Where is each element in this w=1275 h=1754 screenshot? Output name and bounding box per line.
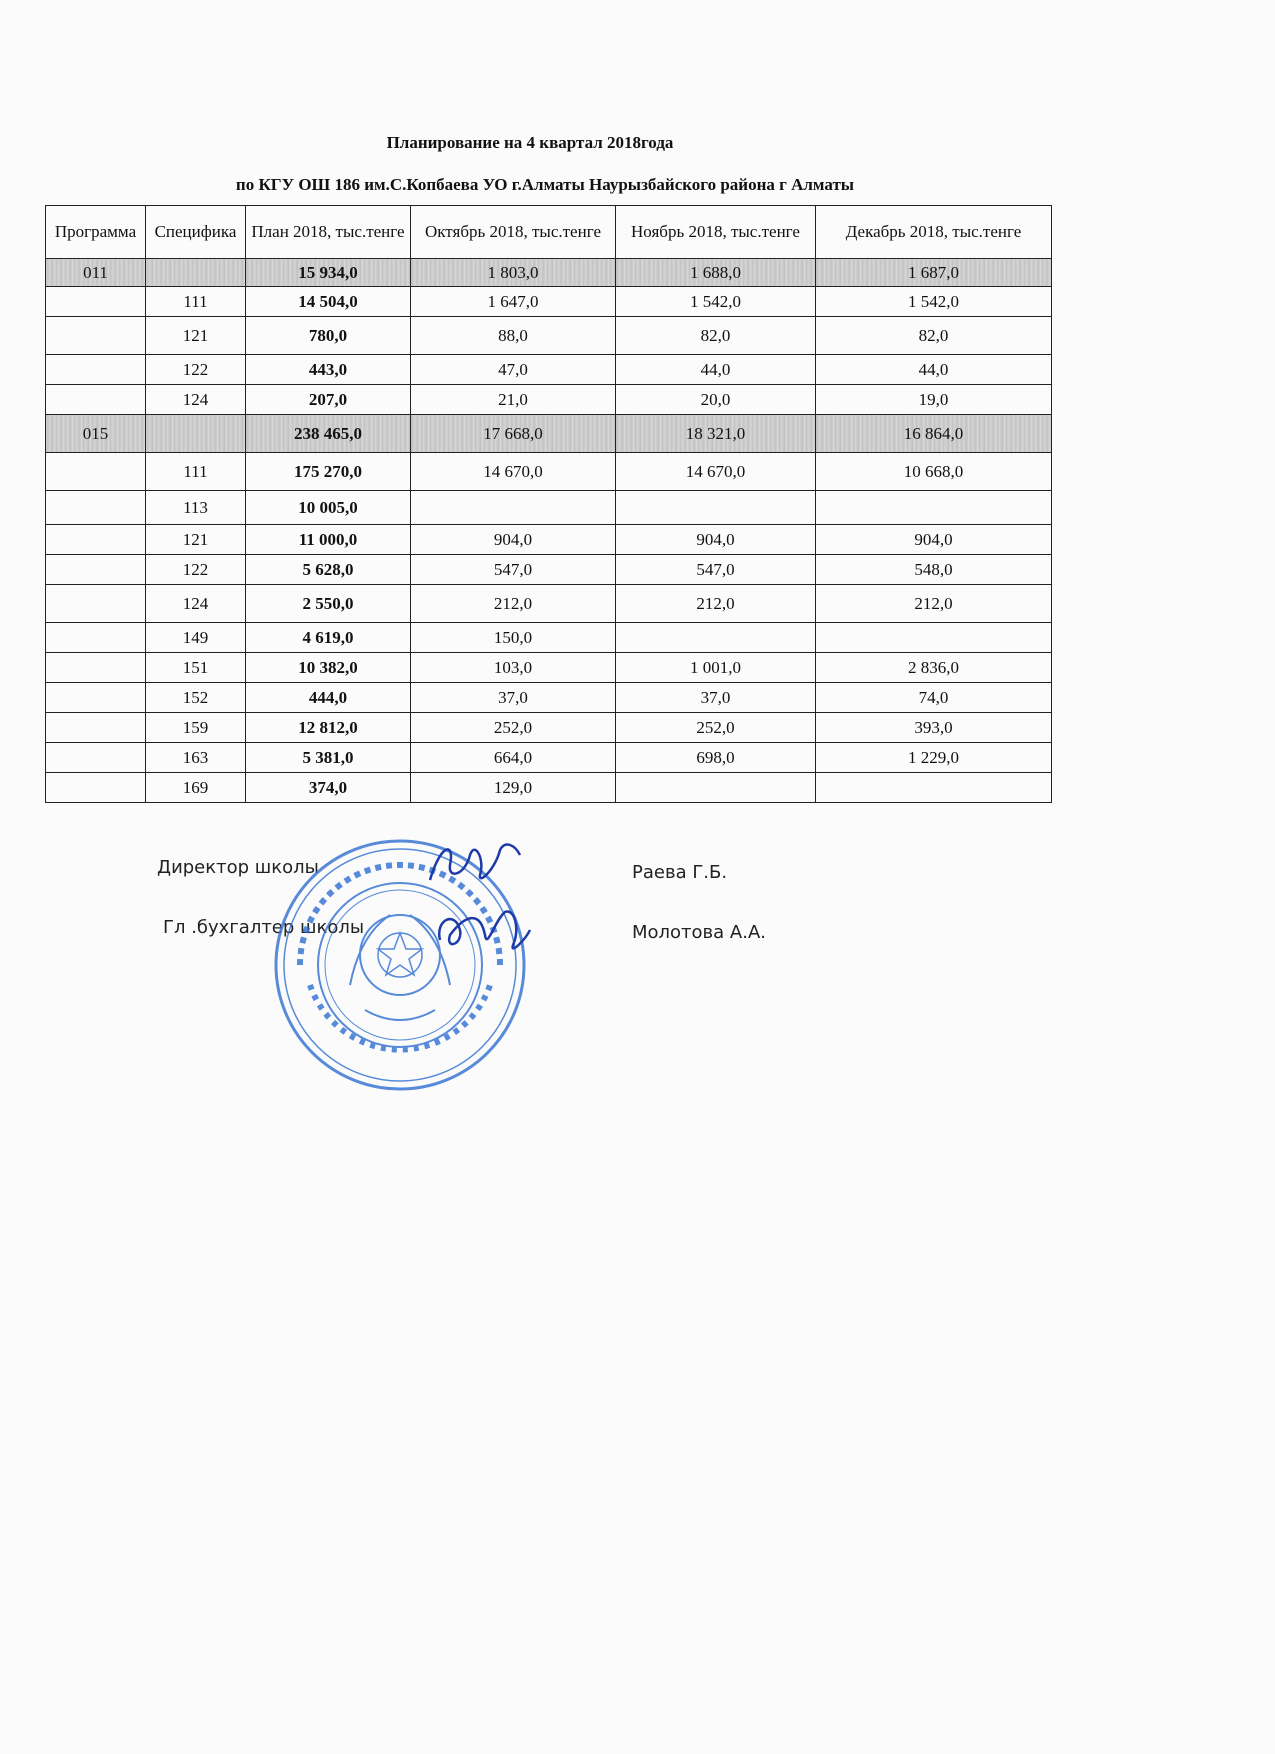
- table-row: [46, 653, 1052, 683]
- cell-plan: 238 465,0: [246, 415, 411, 453]
- director-signature-icon: [420, 835, 530, 895]
- cell-dec: 1 687,0: [816, 259, 1052, 287]
- cell-nov: [616, 773, 816, 803]
- director-name: Раева Г.Б.: [632, 862, 728, 883]
- header-program: Программа: [46, 206, 146, 259]
- cell-nov: [616, 623, 816, 653]
- table-row: [46, 555, 1052, 585]
- budget-plan-table: [45, 205, 1052, 803]
- cell-spec: 121: [146, 525, 246, 555]
- cell-plan: 207,0: [246, 385, 411, 415]
- cell-spec: 122: [146, 555, 246, 585]
- cell-plan: 2 550,0: [246, 585, 411, 623]
- cell-program: [46, 287, 146, 317]
- cell-dec: [816, 491, 1052, 525]
- cell-spec: 111: [146, 453, 246, 491]
- cell-spec: 124: [146, 585, 246, 623]
- table-row: [46, 713, 1052, 743]
- cell-program: [46, 555, 146, 585]
- table-row: [46, 259, 1052, 287]
- cell-dec: 10 668,0: [816, 453, 1052, 491]
- cell-plan: 11 000,0: [246, 525, 411, 555]
- cell-nov: 14 670,0: [616, 453, 816, 491]
- table-row: [46, 355, 1052, 385]
- cell-dec: 82,0: [816, 317, 1052, 355]
- document-title: Планирование на 4 квартал 2018года: [386, 133, 674, 152]
- cell-program: 015: [46, 415, 146, 453]
- cell-spec: 111: [146, 287, 246, 317]
- cell-program: [46, 385, 146, 415]
- cell-nov: 252,0: [616, 713, 816, 743]
- cell-oct: 14 670,0: [411, 453, 616, 491]
- cell-dec: 16 864,0: [816, 415, 1052, 453]
- table-row: [46, 415, 1052, 453]
- cell-spec: 121: [146, 317, 246, 355]
- cell-program: [46, 355, 146, 385]
- cell-program: [46, 743, 146, 773]
- cell-program: [46, 713, 146, 743]
- table-row: [46, 743, 1052, 773]
- director-label: Директор школы: [157, 857, 319, 878]
- cell-oct: 17 668,0: [411, 415, 616, 453]
- cell-nov: 18 321,0: [616, 415, 816, 453]
- cell-oct: 37,0: [411, 683, 616, 713]
- table-header-row: [46, 206, 1052, 259]
- header-plan: План 2018, тыс.тенге: [246, 206, 411, 259]
- cell-dec: [816, 773, 1052, 803]
- table-row: [46, 525, 1052, 555]
- cell-spec: [146, 259, 246, 287]
- cell-dec: 904,0: [816, 525, 1052, 555]
- cell-dec: 2 836,0: [816, 653, 1052, 683]
- cell-plan: 780,0: [246, 317, 411, 355]
- cell-dec: 393,0: [816, 713, 1052, 743]
- cell-plan: 14 504,0: [246, 287, 411, 317]
- table-row: [46, 623, 1052, 653]
- cell-oct: 904,0: [411, 525, 616, 555]
- cell-nov: 20,0: [616, 385, 816, 415]
- cell-plan: 443,0: [246, 355, 411, 385]
- cell-oct: 150,0: [411, 623, 616, 653]
- cell-nov: 698,0: [616, 743, 816, 773]
- cell-plan: 5 381,0: [246, 743, 411, 773]
- cell-oct: 1 647,0: [411, 287, 616, 317]
- cell-program: [46, 653, 146, 683]
- cell-spec: 152: [146, 683, 246, 713]
- cell-oct: [411, 491, 616, 525]
- cell-dec: 74,0: [816, 683, 1052, 713]
- cell-program: [46, 683, 146, 713]
- cell-oct: 212,0: [411, 585, 616, 623]
- accountant-signature-icon: [425, 900, 535, 960]
- table-row: [46, 491, 1052, 525]
- cell-nov: 44,0: [616, 355, 816, 385]
- cell-program: [46, 491, 146, 525]
- cell-nov: 82,0: [616, 317, 816, 355]
- table-row: [46, 287, 1052, 317]
- cell-oct: 88,0: [411, 317, 616, 355]
- cell-spec: 163: [146, 743, 246, 773]
- cell-program: [46, 453, 146, 491]
- cell-plan: 12 812,0: [246, 713, 411, 743]
- cell-oct: 21,0: [411, 385, 616, 415]
- cell-dec: 212,0: [816, 585, 1052, 623]
- cell-program: [46, 773, 146, 803]
- table-row: [46, 773, 1052, 803]
- cell-oct: 664,0: [411, 743, 616, 773]
- cell-spec: 113: [146, 491, 246, 525]
- cell-oct: 1 803,0: [411, 259, 616, 287]
- cell-nov: 547,0: [616, 555, 816, 585]
- cell-plan: 4 619,0: [246, 623, 411, 653]
- header-december: Декабрь 2018, тыс.тенге: [816, 206, 1052, 259]
- table-row: [46, 385, 1052, 415]
- cell-nov: [616, 491, 816, 525]
- accountant-label: Гл .бухгалтер школы: [163, 917, 365, 938]
- table-row: [46, 317, 1052, 355]
- cell-oct: 547,0: [411, 555, 616, 585]
- cell-oct: 103,0: [411, 653, 616, 683]
- cell-plan: 374,0: [246, 773, 411, 803]
- cell-plan: 15 934,0: [246, 259, 411, 287]
- cell-nov: 1 542,0: [616, 287, 816, 317]
- cell-oct: 47,0: [411, 355, 616, 385]
- cell-dec: 19,0: [816, 385, 1052, 415]
- cell-spec: [146, 415, 246, 453]
- cell-spec: 124: [146, 385, 246, 415]
- cell-oct: 252,0: [411, 713, 616, 743]
- cell-dec: 1 229,0: [816, 743, 1052, 773]
- cell-plan: 444,0: [246, 683, 411, 713]
- cell-spec: 122: [146, 355, 246, 385]
- cell-spec: 149: [146, 623, 246, 653]
- cell-spec: 151: [146, 653, 246, 683]
- cell-spec: 159: [146, 713, 246, 743]
- document-subtitle: по КГУ ОШ 186 им.С.Копбаева УО г.Алматы Наурызбайского района г Алматы: [235, 175, 855, 194]
- cell-oct: 129,0: [411, 773, 616, 803]
- table-row: [46, 453, 1052, 491]
- cell-program: [46, 623, 146, 653]
- cell-spec: 169: [146, 773, 246, 803]
- cell-nov: 37,0: [616, 683, 816, 713]
- cell-dec: 548,0: [816, 555, 1052, 585]
- cell-program: [46, 525, 146, 555]
- cell-dec: 44,0: [816, 355, 1052, 385]
- cell-plan: 175 270,0: [246, 453, 411, 491]
- header-november: Ноябрь 2018, тыс.тенге: [616, 206, 816, 259]
- cell-dec: 1 542,0: [816, 287, 1052, 317]
- cell-program: [46, 317, 146, 355]
- header-spec: Специфика: [146, 206, 246, 259]
- cell-nov: 1 001,0: [616, 653, 816, 683]
- header-october: Октябрь 2018, тыс.тенге: [411, 206, 616, 259]
- accountant-name: Молотова А.А.: [632, 922, 766, 943]
- cell-nov: 904,0: [616, 525, 816, 555]
- cell-program: [46, 585, 146, 623]
- cell-plan: 10 382,0: [246, 653, 411, 683]
- table-row: [46, 585, 1052, 623]
- cell-plan: 5 628,0: [246, 555, 411, 585]
- cell-dec: [816, 623, 1052, 653]
- cell-nov: 1 688,0: [616, 259, 816, 287]
- cell-program: 011: [46, 259, 146, 287]
- cell-nov: 212,0: [616, 585, 816, 623]
- cell-plan: 10 005,0: [246, 491, 411, 525]
- table-row: [46, 683, 1052, 713]
